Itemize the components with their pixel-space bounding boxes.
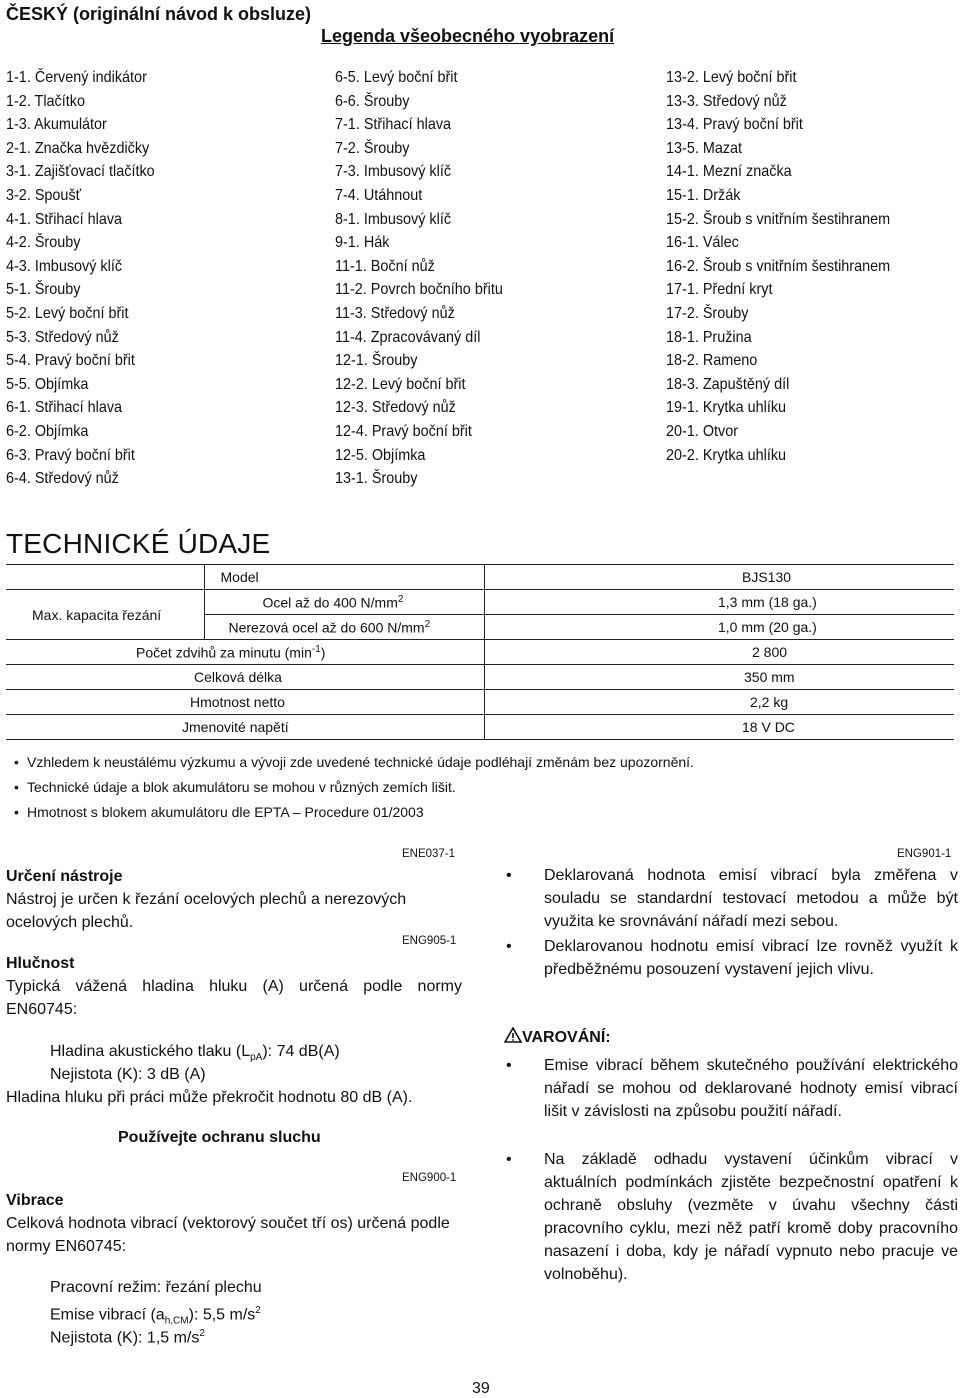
legend-item: 6-1. Střihací hlava [6,399,123,417]
warning-bullet-1: • Emise vibrací během skutečného používání elektrického nářadí se mohou od deklarované hodnoty emisí vibrací lišit v závislosti na způsobu použití nářadí. [506,1057,958,1120]
noise-title: Hlučnost [6,955,75,972]
steel-label: Ocel až do 400 $N/mm^2$ [204,590,484,615]
legend-title: Legenda všeobecného vyobrazení [321,26,615,46]
page-header: ČESKÝ (originální návod k obsluze) [6,4,312,24]
vibration-emission: Emise vibrací $(a_{h,CM})$: 5,5 $m/s^2$ [50,1305,261,1327]
legend-item: 7-4. Utáhnout [335,186,423,204]
legend-column-2 [335,66,503,491]
vibration-title: Vibrace [6,1192,64,1209]
legend-item: 1-1. Červený indikátor [6,69,147,86]
intended-use-title: Určení nástroje [6,868,123,885]
legend-item: 14-1. Mezní značka [666,163,792,181]
code-ene037: ENE037-1 [402,848,456,860]
legend-item: 15-1. Držák [666,186,741,204]
legend-item: 11-1. Boční nůž [335,257,435,275]
legend-item: 18-3. Zapuštěný díl [666,375,790,393]
legend-item: 12-3. Středový nůž [335,399,456,417]
legend-item: 11-3. Středový nůž [335,304,455,322]
legend-item: 13-4. Pravý boční břit [666,116,803,134]
legend-item: 12-4. Pravý boční břit [335,422,472,440]
legend-item: 11-2. Povrch bočního břitu [335,281,503,299]
warning-heading: VAROVÁNÍ: [504,1026,611,1049]
noise-pressure: Hladina akustického tlaku $(L_{pA})$: 74 dB(A) [50,1043,340,1064]
legend-item: 6-2. Objímka [6,422,89,440]
ear-protection: Používejte ochranu sluchu [118,1129,321,1146]
legend-item: 9-1. Hák [335,234,390,252]
legend-item: 16-2. Šroub s vnitřním šestihranem [666,257,891,275]
length-label: Celková délka [6,665,484,690]
legend-item: 3-2. Spoušť [6,186,82,204]
vibration-mode: Pracovní režim: řezání plechu [50,1279,262,1296]
intended-use-text: Nástroj je určen k řezání ocelových plechů a nerezových ocelových plechů. [6,891,407,931]
legend-item: 12-2. Levý boční břit [335,375,466,393]
legend-item: 18-2. Rameno [666,352,758,370]
code-eng901: ENG901-1 [897,848,952,860]
code-eng900: ENG900-1 [402,1172,457,1184]
legend-item: 6-4. Středový nůž [6,470,119,488]
code-eng905: ENG905-1 [402,935,457,947]
length-value: 350 mm [694,665,954,690]
legend-item: 19-1. Krytka uhlíku [666,399,787,417]
warning-bullet-2: • Na základě odhadu vystavení účinkům vibrací v aktuálních podmínkách zjistěte bezpečnostní opatření k ochraně obsluhy (vezměte v úvahu všechny části pracovního cyklu, mezi něž patří kromě doby pracovního nasazení i doba, kdy je nářadí vypnuto nebo pracuje ve volnoběhu). [506,1151,958,1283]
note-item: • Technické údaje a blok akumulátoru se mohou v různých zemích lišit. [14,775,694,800]
noise-exceed: Hladina hluku při práci může překročit hodnotu 80 dB (A). [6,1089,413,1106]
note-item: • Vzhledem k neustálému výzkumu a vývoji zde uvedené technické údaje podléhají změnám bez upozornění. [14,750,694,775]
legend-item: 20-1. Otvor [666,422,739,440]
page-number: 39 [472,1380,490,1397]
legend-item: 13-1. Šrouby [335,470,418,488]
weight-value: 2,2 kg [694,690,954,715]
legend-item: 3-1. Zajišťovací tlačítko [6,163,155,181]
legend-item: 12-1. Šrouby [335,352,418,370]
warning-triangle-icon [504,1027,522,1043]
voltage-label: Jmenovité napětí [6,715,484,740]
legend-item: 5-4. Pravý boční břit [6,352,135,370]
legend-item: 5-5. Objímka [6,375,89,393]
vibration-text: Celková hodnota vibrací (vektorový součet tří os) určená podle normy EN60745: [6,1215,450,1255]
legend-item: 18-1. Pružina [666,328,752,346]
legend-item: 6-3. Pravý boční břit [6,446,135,464]
legend-item: 13-5. Mazat [666,139,743,157]
spec-notes [14,750,694,825]
capacity-label: Max. kapacita řezání [6,590,204,640]
noise-text: Typická vážená hladina hluku (A) určená podle normy EN60745: [6,978,462,1018]
legend-item: 1-3. Akumulátor [6,116,107,134]
note-item: • Hmotnost s blokem akumulátoru dle EPTA – Procedure 01/2003 [14,800,694,825]
legend-item: 13-3. Středový nůž [666,92,787,110]
legend-item: 11-4. Zpracovávaný díl [335,328,481,346]
legend-item: 17-2. Šrouby [666,304,749,322]
steel-value: 1,3 mm (18 ga.) [694,590,954,615]
legend-item: 15-2. Šroub s vnitřním šestihranem [666,210,891,228]
legend-item: 13-2. Levý boční břit [666,69,797,86]
legend-item: 6-6. Šrouby [335,92,410,110]
model-label: Model [204,565,484,590]
model-value: BJS130 [694,565,954,590]
legend-item: 7-2. Šrouby [335,139,410,157]
stainless-value: 1,0 mm (20 ga.) [694,615,954,640]
legend-item: 8-1. Imbusový klíč [335,210,452,228]
legend-column-1 [6,66,155,491]
legend-item: 6-5. Levý boční břit [335,69,458,86]
legend-item: 5-2. Levý boční břit [6,304,129,322]
legend-item: 7-1. Střihací hlava [335,116,452,134]
legend-item: 7-3. Imbusový klíč [335,163,452,181]
tech-specs-title: TECHNICKÉ ÚDAJE [6,528,271,559]
vib-declared-bullet: • Deklarovaná hodnota emisí vibrací byla změřena v souladu se standardní testovací metodou a může být využita ke srovnávání nářadí mezi sebou. [506,867,958,930]
strokes-value: 2 800 [694,640,954,665]
legend-item: 4-2. Šrouby [6,234,81,252]
stainless-label: Nerezová ocel až do 600 $N/mm^2$ [204,615,484,640]
legend-item: 4-1. Střihací hlava [6,210,123,228]
legend-item: 5-1. Šrouby [6,281,81,299]
spec-table [6,564,954,740]
legend-item: 16-1. Válec [666,234,739,252]
legend-item: 5-3. Středový nůž [6,328,119,346]
legend-item: 20-2. Krytka uhlíku [666,446,787,464]
weight-label: Hmotnost netto [6,690,484,715]
voltage-value: 18 V DC [694,715,954,740]
legend-item: 2-1. Značka hvězdičky [6,139,150,157]
legend-item: 4-3. Imbusový klíč [6,257,123,275]
strokes-label: Počet zdvihů za minutu $(\min^{-1})$ [6,640,484,665]
legend-item: 1-2. Tlačítko [6,92,85,110]
vibration-uncertainty: Nejistota (K): 1,5 $m/s^2$ [50,1328,205,1347]
noise-uncertainty: Nejistota (K): 3 dB (A) [50,1066,206,1083]
legend-column-3 [666,66,890,467]
legend-item: 12-5. Objímka [335,446,426,464]
legend-item: 17-1. Přední kryt [666,281,773,299]
vib-assessment-bullet: • Deklarovanou hodnotu emisí vibrací lze rovněž využít k předběžnému posouzení vystavení jejich vlivu. [506,938,958,978]
